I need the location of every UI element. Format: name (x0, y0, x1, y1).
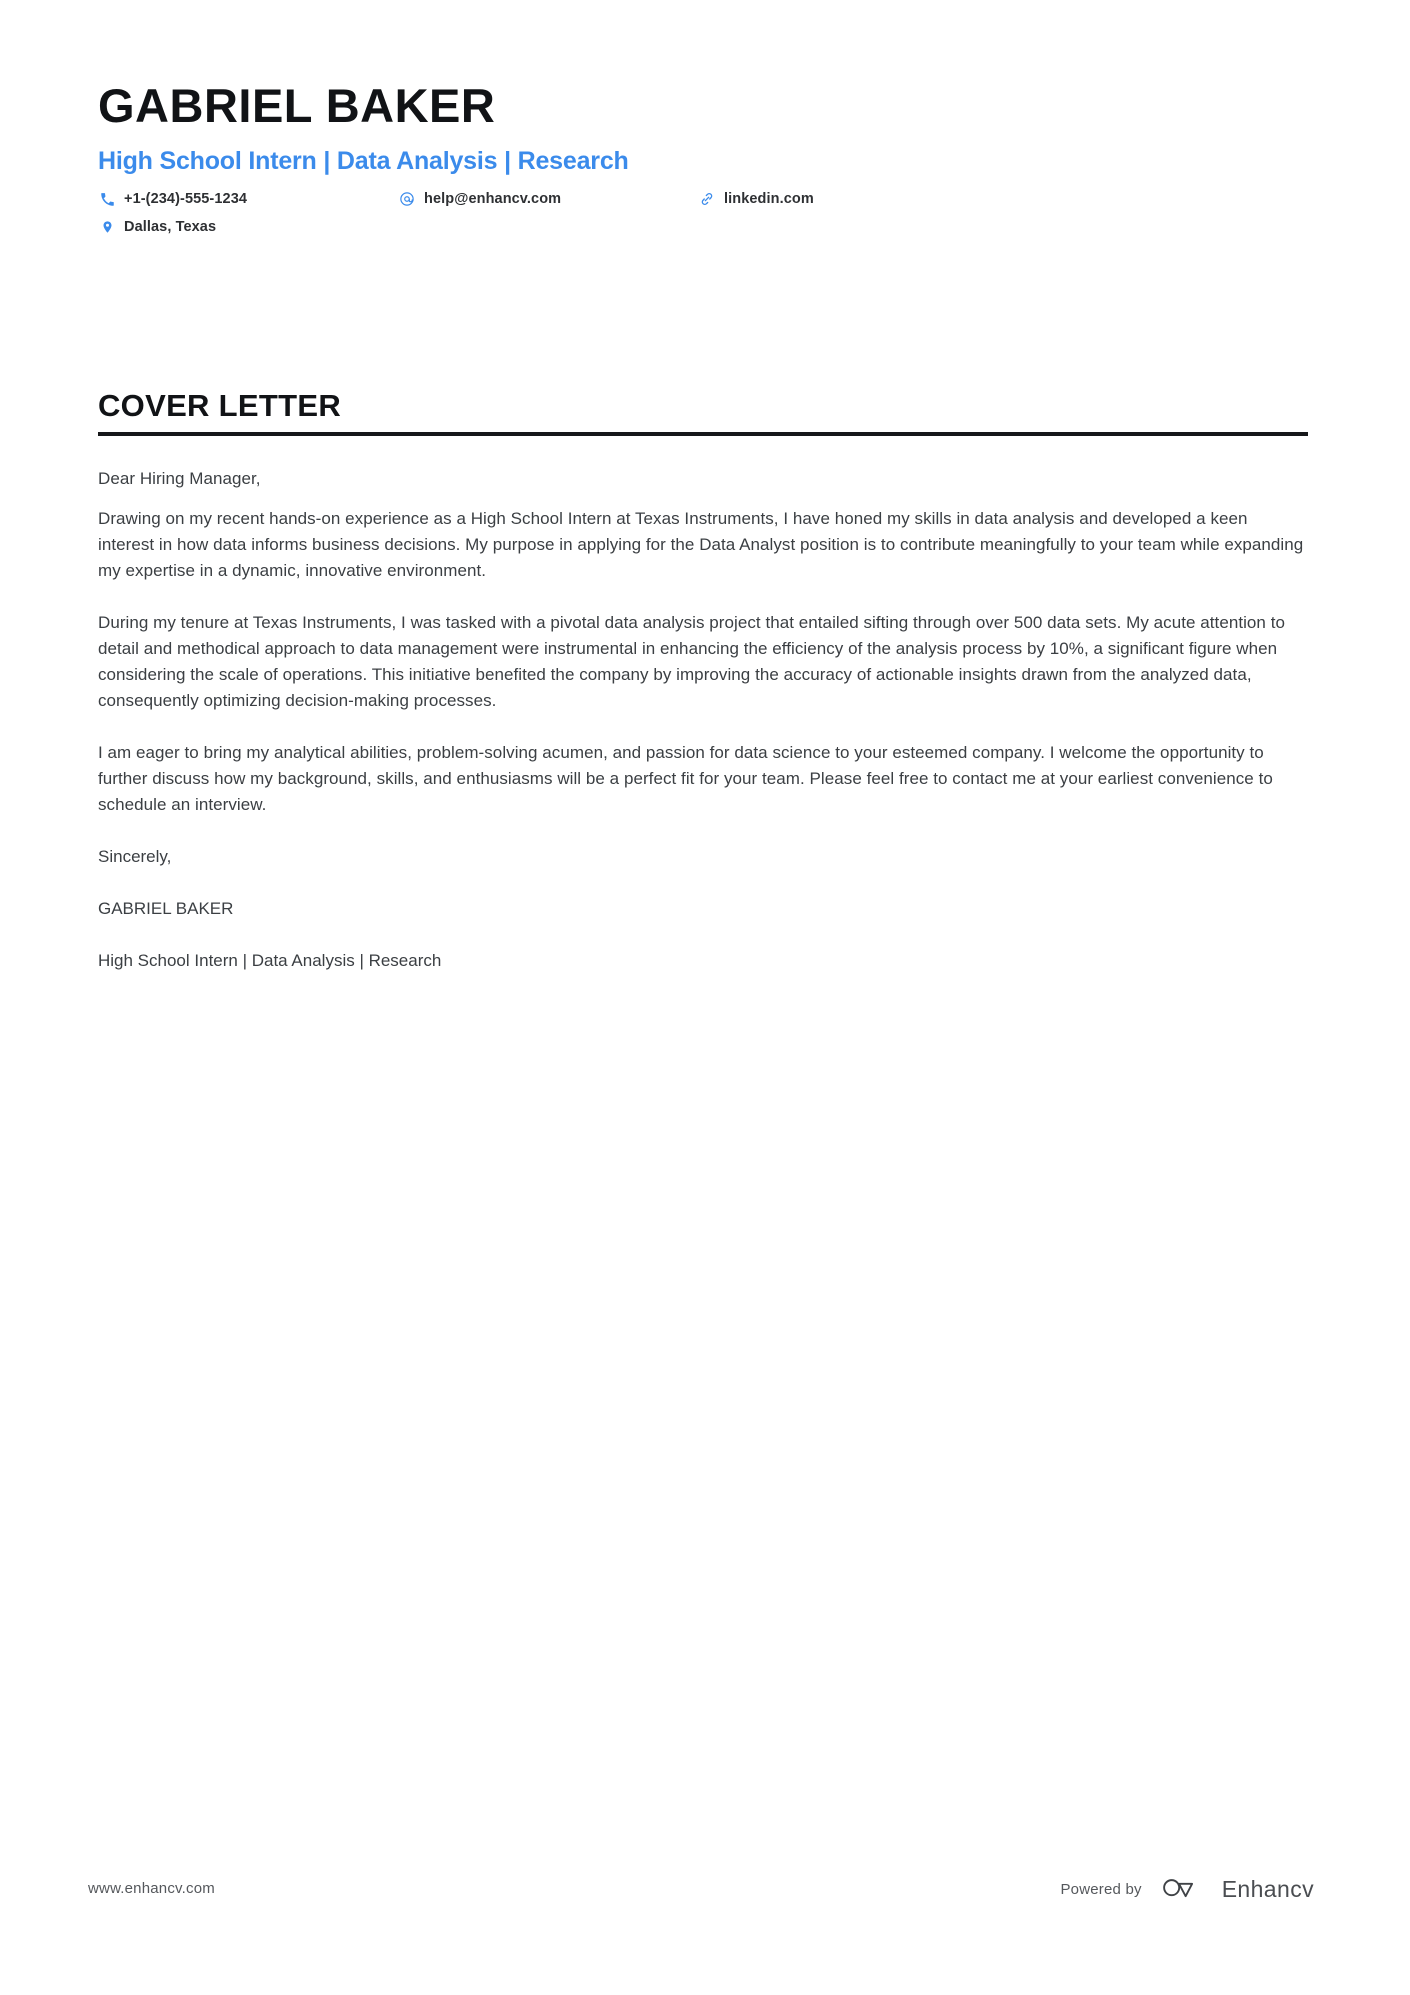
contact-location (98, 218, 398, 236)
signature-title: High School Intern | Data Analysis | Research (98, 951, 442, 970)
phone-icon (98, 190, 116, 208)
contact-linkedin[interactable] (698, 190, 998, 208)
powered-by-label: Powered by (1060, 1880, 1142, 1898)
section-divider (98, 432, 1308, 436)
footer (0, 1874, 1410, 1934)
header (98, 78, 1312, 246)
section-heading: COVER LETTER (98, 388, 342, 423)
contact-row (98, 190, 1312, 208)
paragraph-2: During my tenure at Texas Instruments, I was tasked with a pivotal data analysis project that entailed sifting through over 500 data sets. My acute attention to detail and methodical approach to data management were instrumental in enhancing the efficiency of the analysis process by 10%, a significant figure when considering the scale of operations. This initiative benefited the company by improving the accuracy of actionable insights drawn from the analyzed data, consequently optimizing decision-making processes. (98, 613, 1285, 710)
candidate-name: GABRIEL BAKER (98, 79, 496, 132)
paragraph-1: Drawing on my recent hands-on experience as a High School Intern at Texas Instruments, I have honed my skills in data analysis and developed a keen interest in how data informs business decisions. My purpose in applying for the Data Analyst position is to contribute meaningfully to your team while expanding my expertise in a dynamic, innovative environment. (98, 509, 1304, 580)
enhancv-logo[interactable] (1160, 1874, 1314, 1904)
paragraph-3: I am eager to bring my analytical abilities, problem-solving acumen, and passion for data science to your esteemed company. I welcome the opportunity to further discuss how my background, skills, and enthusiasms will be a perfect fit for your team. Please feel free to contact me at your earliest convenience to schedule an interview. (98, 743, 1273, 814)
contact-linkedin-label: linkedin.com (724, 191, 814, 207)
contact-phone[interactable] (98, 190, 398, 208)
contact-location-label: Dallas, Texas (124, 219, 217, 235)
link-icon (698, 190, 716, 208)
contact-row (98, 218, 1312, 236)
signature-name: GABRIEL BAKER (98, 899, 234, 918)
footer-branding (1060, 1874, 1314, 1904)
contact-info (98, 190, 1312, 236)
footer-website-link[interactable]: www.enhancv.com (88, 1880, 215, 1897)
contact-phone-label: +1-(234)-555-1234 (124, 191, 248, 207)
signature-block (98, 844, 1308, 974)
enhancv-mark-icon (1160, 1874, 1212, 1904)
location-pin-icon (98, 218, 116, 236)
contact-email-label: help@enhancv.com (424, 191, 562, 207)
cover-letter-section (98, 388, 1308, 974)
closing-salutation: Sincerely, (98, 847, 172, 866)
email-icon (398, 190, 416, 208)
candidate-headline: High School Intern | Data Analysis | Research (98, 147, 629, 175)
letter-body (98, 466, 1308, 818)
salutation: Dear Hiring Manager, (98, 469, 261, 488)
contact-email[interactable] (398, 190, 698, 208)
enhancv-wordmark: Enhancv (1221, 1875, 1314, 1902)
